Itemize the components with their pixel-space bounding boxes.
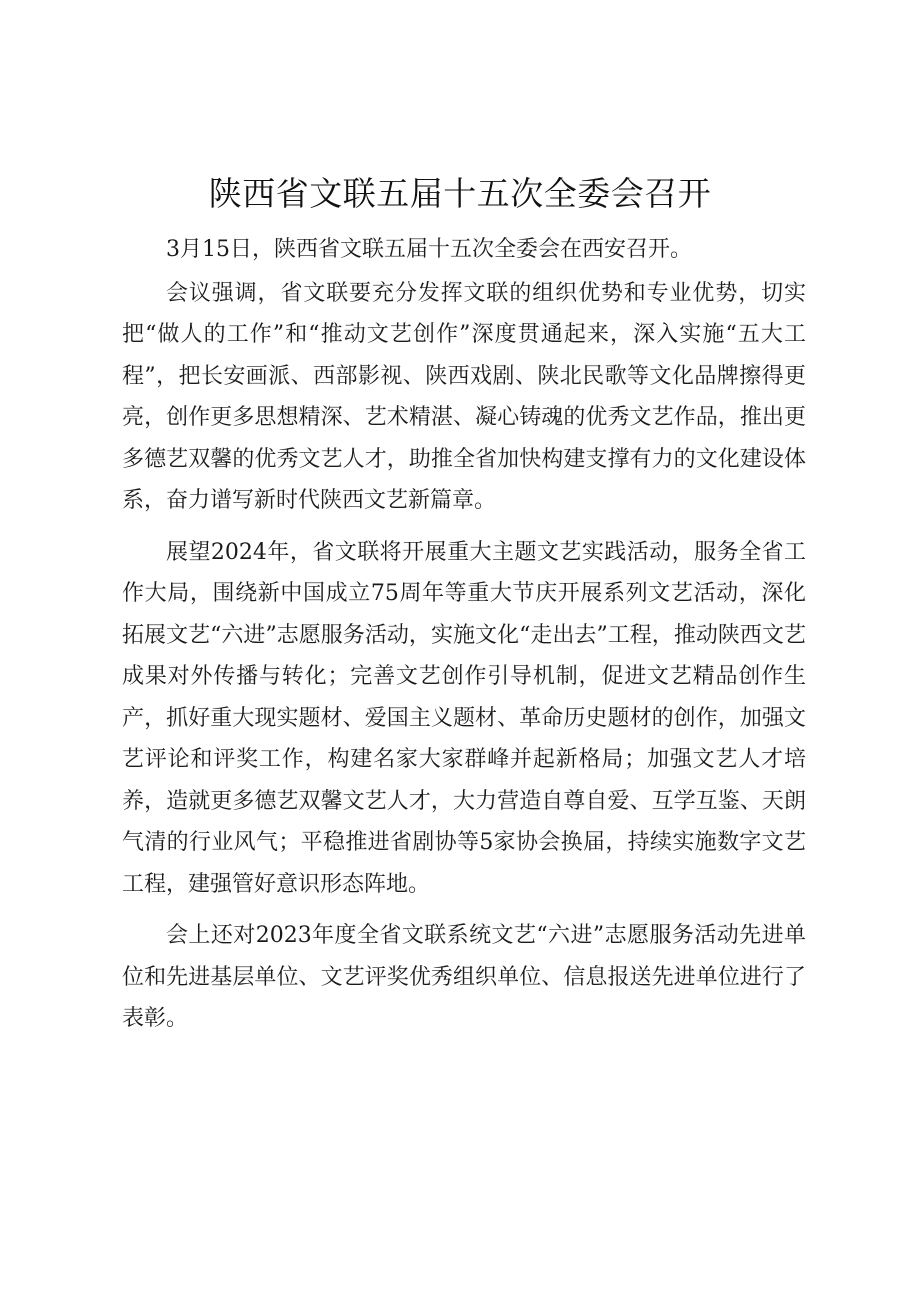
paragraph-2024-outlook: 展望2024年，省文联将开展重大主题文艺实践活动，服务全省工作大局，围绕新中国成立75周年等重大节庆开展系列文艺活动，深化拓展文艺“六进”志愿服务活动，实施文化“走出去”工程，推动陕西文艺成果对外传播与转化；完善文艺创作引导机制，促进文艺精品创作生产，抓好重大现实题材、爱国主义题材、革命历史题材的创作，加强文艺评论和评奖工作，构建名家大家群峰并起新格局；加强文艺人才培养，造就更多德艺双馨文艺人才，大力营造自尊自爱、互学互鉴、天朗气清的行业风气；平稳推进省剧协等5家协会换届，持续实施数字文艺工程，建强管好意识形态阵地。 [122,539,806,897]
paragraph-date: 3月15日，陕西省文联五届十五次全委会在西安召开。 [166,237,692,262]
paragraph-commendation: 会上还对2023年度全省文联系统文艺“六进”志愿服务活动先进单位和先进基层单位、文艺评奖优秀组织单位、信息报送先进单位进行了表彰。 [122,923,806,1031]
paragraph-meeting-emphasis: 会议强调，省文联要充分发挥文联的组织优势和专业优势，切实把“做人的工作”和“推动文艺创作”深度贯通起来，深入实施“五大工程”，把长安画派、西部影视、陕西戏剧、陕北民歌等文化品牌擦得更亮，创作更多思想精深、艺术精湛、凝心铸魂的优秀文艺作品，推出更多德艺双馨的优秀文艺人才，助推全省加快构建支撑有力的文化建设体系，奋力谱写新时代陕西文艺新篇章。 [122,280,806,513]
document-body [122,229,806,1050]
document-title: 陕西省文联五届十五次全委会召开 [208,174,712,213]
